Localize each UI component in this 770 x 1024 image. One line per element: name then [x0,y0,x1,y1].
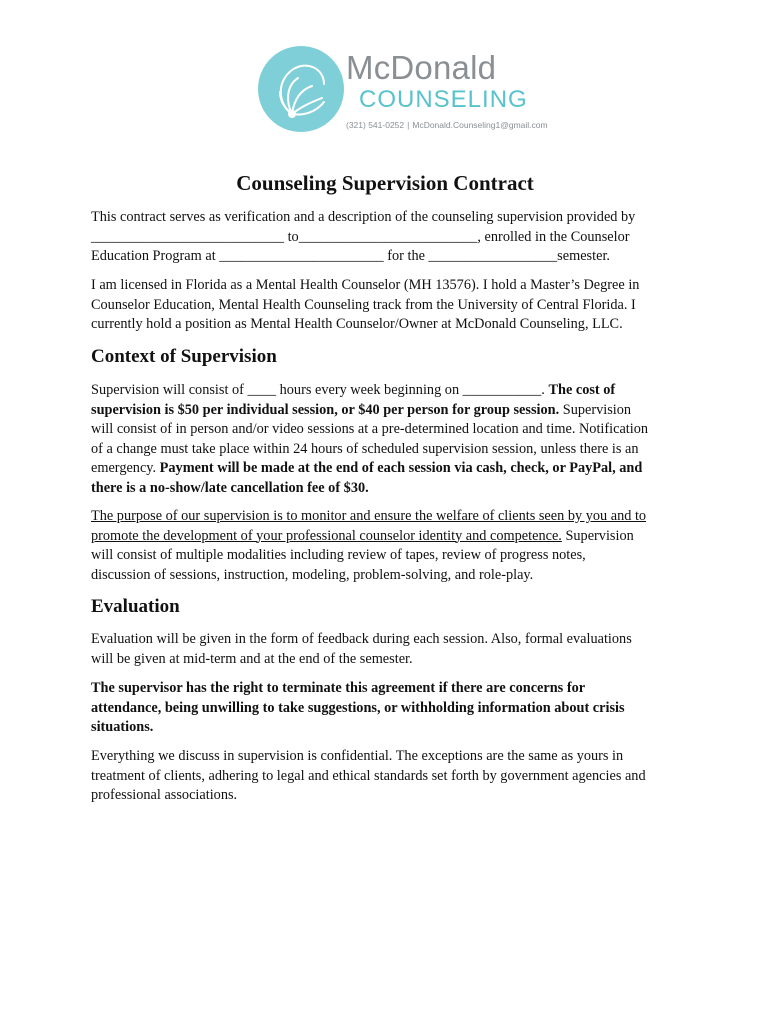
purpose-text: discussion of sessions, instruction, modeling, problem-solving, and role-play. [91,566,534,583]
context-bold: Payment will be made at the end of each session via cash, check, or PayPal, and [159,460,643,476]
license-paragraph [91,276,691,335]
context-text: Supervision [559,401,632,418]
company-logo [258,44,548,134]
context-bold: there is a no-show/late cancellation fee of $30. [91,479,369,496]
logo-phone: (321) 541-0252 [346,120,405,130]
confidentiality-line: Everything we discuss in supervision is confidential. The exceptions are the same as yours in [91,748,624,764]
confidentiality-paragraph [91,747,691,806]
purpose-text: will consist of multiple modalities including review of tapes, review of progress notes, [91,547,586,563]
context-text: will consist of in person and/or video sessions at a pre-determined location and time. Notification [91,421,649,437]
logo-contact [346,120,548,130]
evaluation-paragraph [91,630,691,669]
confidentiality-line: professional associations. [91,787,238,803]
context-text: of a change must take place within 24 hours of scheduled supervision session, unless there is an [91,440,639,457]
logo-email: McDonald.Counseling1@gmail.com [412,120,548,130]
evaluation-line: will be given at mid-term and at the end of the semester. [91,650,413,667]
logo-brand-name: McDonald [346,49,497,86]
intro-line: Education Program at _______________________ for the __________________semester. [91,248,610,264]
context-bold: supervision is $50 per individual session, or $40 per person for group session. [91,401,560,418]
logo-separator: | [407,120,410,130]
context-paragraph [91,381,691,498]
logo-subtitle: COUNSELING [359,86,528,113]
intro-paragraph [91,208,691,267]
termination-paragraph [91,679,691,738]
intro-line: This contract serves as verification and a description of the counseling supervision provided by [91,209,636,225]
document-title: Counseling Supervision Contract [236,171,534,195]
purpose-underlined: promote the development of your professional counselor identity and competence. [91,527,562,544]
context-heading: Context of Supervision [91,346,277,367]
license-line: currently hold a position as Mental Health Counselor/Owner at McDonald Counseling, LLC. [91,316,623,332]
purpose-text: Supervision [561,527,634,544]
termination-line: The supervisor has the right to terminate this agreement if there are concerns for [91,680,586,696]
evaluation-heading: Evaluation [91,596,180,617]
intro-line: ___________________________ to_________________________, enrolled in the Counselor [91,228,630,245]
seashell-logo-icon [258,46,344,132]
purpose-paragraph [91,507,691,585]
confidentiality-line: treatment of clients, adhering to legal and ethical standards set forth by government agencies and [91,767,646,784]
context-text: emergency. [91,460,160,476]
termination-line: attendance, being unwilling to take suggestions, or withholding information about crisis [91,699,625,716]
purpose-underlined: The purpose of our supervision is to monitor and ensure the welfare of clients seen by you and to [91,508,647,524]
termination-line: situations. [91,719,154,735]
context-text: Supervision will consist of ____ hours every week beginning on ___________. [91,382,549,398]
context-bold: The cost of [548,382,616,398]
license-line: I am licensed in Florida as a Mental Health Counselor (MH 13576). I hold a Master’s Degree in [91,277,640,293]
evaluation-line: Evaluation will be given in the form of feedback during each session. Also, formal evaluations [91,631,632,647]
license-line: Counselor Education, Mental Health Counseling track from the University of Central Florida. I [91,296,636,313]
